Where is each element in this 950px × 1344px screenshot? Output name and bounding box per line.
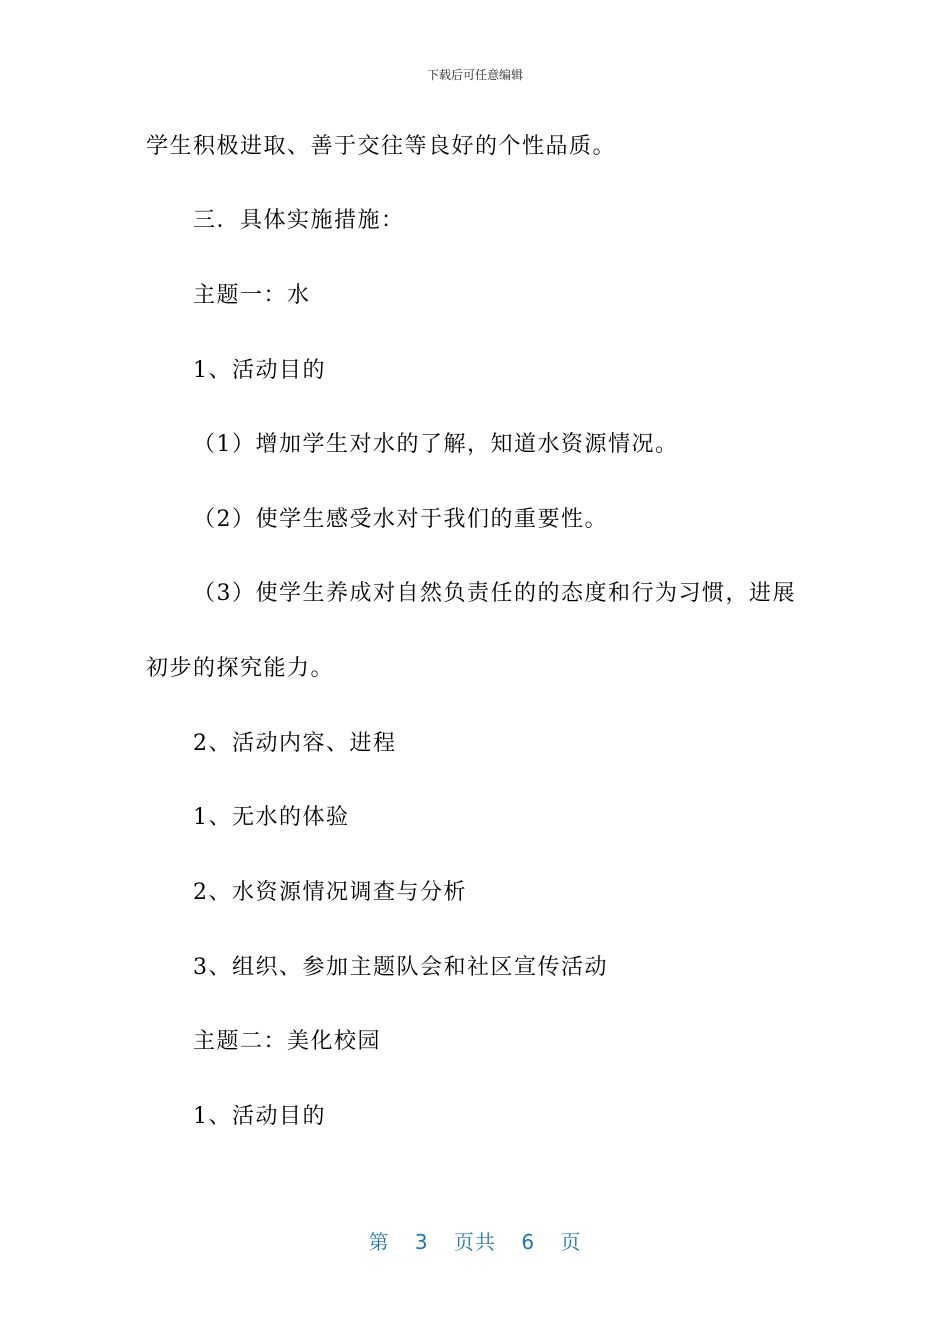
page-header: 下载后可任意编辑 bbox=[426, 68, 523, 82]
list-item: 2、水资源情况调查与分析 bbox=[193, 880, 467, 905]
footer-current-page: 3 bbox=[414, 1230, 429, 1254]
footer-page-suffix: 页 bbox=[560, 1230, 582, 1254]
page-footer bbox=[0, 1226, 950, 1255]
subheading: 2、活动内容、进程 bbox=[193, 731, 397, 756]
footer-total-word: 页共 bbox=[454, 1230, 496, 1254]
subheading: 1、活动目的 bbox=[193, 358, 326, 383]
footer-total-pages: 6 bbox=[521, 1230, 536, 1254]
list-item: 3、组织、参加主题队会和社区宣传活动 bbox=[193, 955, 608, 980]
list-item: （3）使学生养成对自然负责任的的态度和行为习惯，进展 bbox=[193, 581, 796, 606]
list-item: （1）增加学生对水的了解，知道水资源情况。 bbox=[193, 432, 679, 457]
list-item: 1、无水的体验 bbox=[193, 805, 350, 830]
subheading: 1、活动目的 bbox=[193, 1104, 326, 1129]
section-heading: 三．具体实施措施： bbox=[193, 208, 405, 233]
theme-heading: 主题一：水 bbox=[193, 283, 311, 308]
paragraph-line: 初步的探究能力。 bbox=[146, 656, 335, 681]
footer-page-word: 第 bbox=[368, 1230, 390, 1254]
theme-heading: 主题二：美化校园 bbox=[193, 1029, 382, 1054]
list-item: （2）使学生感受水对于我们的重要性。 bbox=[193, 507, 608, 532]
paragraph-line: 学生积极进取、善于交往等良好的个性品质。 bbox=[146, 134, 617, 159]
